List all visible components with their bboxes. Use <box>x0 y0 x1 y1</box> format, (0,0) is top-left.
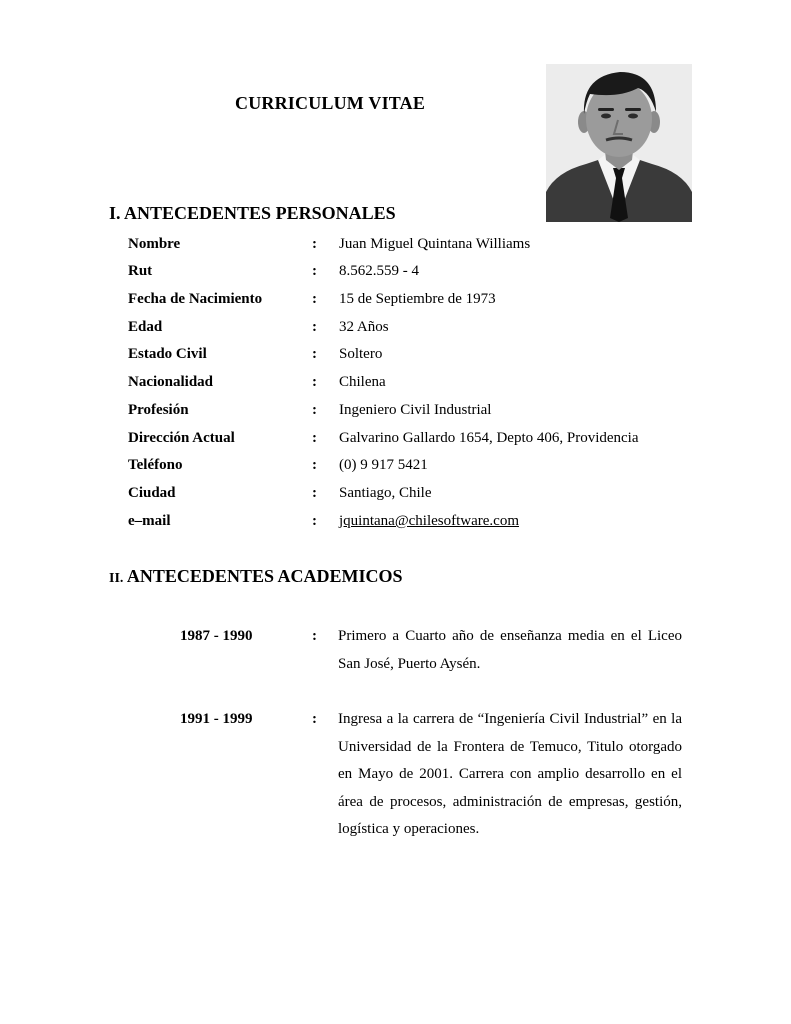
academic-description: Ingresa a la carrera de “Ingeniería Civil Industrial” en la Universidad de la Frontera de Temuco, Titulo otorgado en Mayo de 2001. Carrera con amplio desarrollo en el área de procesos, administración de empresas, gestión, logística y operaciones. <box>338 711 682 837</box>
page-title: CURRICULUM VITAE <box>235 93 426 113</box>
person-portrait-icon <box>546 64 692 222</box>
info-value: 32 Años <box>339 319 389 335</box>
info-label: Dirección Actual <box>128 430 235 446</box>
info-separator: : <box>312 346 317 362</box>
section-heading: ANTECEDENTES PERSONALES <box>124 203 396 223</box>
info-separator: : <box>312 457 317 473</box>
info-separator: : <box>312 485 317 501</box>
info-row-email <box>0 513 791 535</box>
info-separator: : <box>312 402 317 418</box>
info-value: Juan Miguel Quintana Williams <box>339 236 531 252</box>
info-row-edad <box>0 319 791 341</box>
info-value: Chilena <box>339 374 386 390</box>
info-row-estado-civil <box>0 346 791 368</box>
section-title-academic <box>109 566 402 587</box>
academic-separator: : <box>312 628 317 644</box>
info-label: Nacionalidad <box>128 374 214 390</box>
info-separator: : <box>312 263 317 279</box>
info-label: Teléfono <box>128 457 183 473</box>
info-value: 15 de Septiembre de 1973 <box>339 291 496 307</box>
info-row-ciudad <box>0 485 791 507</box>
info-label: Ciudad <box>128 485 176 501</box>
profile-photo <box>546 64 692 222</box>
info-separator: : <box>312 513 317 529</box>
info-label: Rut <box>128 263 153 279</box>
info-separator: : <box>312 291 317 307</box>
info-separator: : <box>312 319 317 335</box>
academic-separator: : <box>312 711 317 727</box>
email-link[interactable]: jquintana@chilesoftware.com <box>339 513 519 529</box>
info-label: Nombre <box>128 236 181 252</box>
section-heading: ANTECEDENTES ACADEMICOS <box>126 566 403 586</box>
info-separator: : <box>312 374 317 390</box>
academic-description: Primero a Cuarto año de enseñanza media en el Liceo San José, Puerto Aysén. <box>338 628 682 672</box>
section-title-personal <box>109 203 396 224</box>
info-row-nombre <box>0 236 791 258</box>
info-row-nacionalidad <box>0 374 791 396</box>
info-value: Soltero <box>339 346 383 362</box>
academic-years: 1987 - 1990 <box>180 628 253 644</box>
info-value: 8.562.559 - 4 <box>339 263 419 279</box>
info-label: Estado Civil <box>128 346 207 362</box>
section-number: II. <box>109 571 124 586</box>
info-value: (0) 9 917 5421 <box>339 457 428 473</box>
info-value: Santiago, Chile <box>339 485 432 501</box>
academic-years: 1991 - 1999 <box>180 711 253 727</box>
info-row-rut <box>0 263 791 285</box>
info-row-fecha-nacimiento <box>0 291 791 313</box>
section-number: I. <box>109 203 121 223</box>
info-label: Fecha de Nacimiento <box>128 291 263 307</box>
info-separator: : <box>312 430 317 446</box>
info-value: Ingeniero Civil Industrial <box>339 402 492 418</box>
info-row-profesion <box>0 402 791 424</box>
info-label: Profesión <box>128 402 189 418</box>
info-value: Galvarino Gallardo 1654, Depto 406, Providencia <box>339 430 639 446</box>
info-row-direccion <box>0 430 791 452</box>
info-row-telefono <box>0 457 791 479</box>
info-separator: : <box>312 236 317 252</box>
info-label: e–mail <box>128 513 171 529</box>
info-label: Edad <box>128 319 163 335</box>
